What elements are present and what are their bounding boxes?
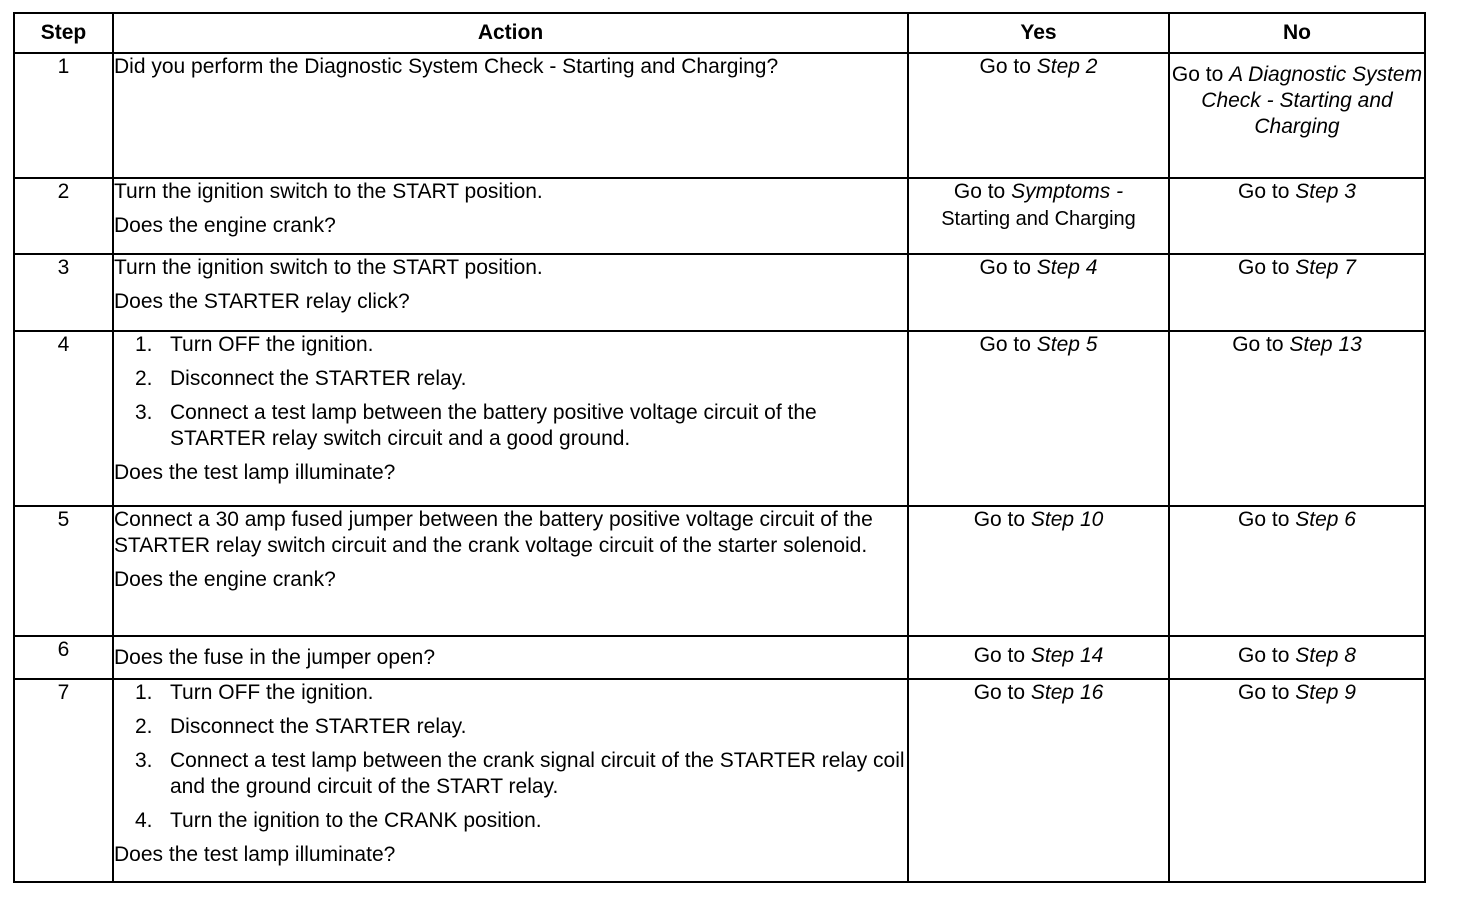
no-prefix: Go to xyxy=(1232,333,1284,356)
substep-text: Connect a test lamp between the crank signal circuit of the STARTER relay coil and the ground circuit of the START relay. xyxy=(170,749,905,798)
no-step-link: Step 8 xyxy=(1295,643,1356,667)
table-row xyxy=(14,506,1425,636)
substep-number: 4. xyxy=(135,809,153,832)
no-cell xyxy=(1169,506,1425,636)
diagnostic-table xyxy=(13,12,1426,883)
header-row xyxy=(14,13,1425,53)
no-step-link: Step 6 xyxy=(1295,508,1356,531)
substep-number: 1. xyxy=(135,681,153,704)
no-cell xyxy=(1169,254,1425,331)
yes-step-link: Step 10 xyxy=(1030,508,1104,531)
no-prefix: Go to xyxy=(1238,180,1290,203)
no-prefix: Go to xyxy=(1238,681,1290,704)
substep-number: 3. xyxy=(135,401,153,424)
step-number: 5 xyxy=(14,506,113,636)
no-step-link: A Diagnostic System Check - Starting and Charging xyxy=(1201,63,1423,138)
action-question: Does the STARTER relay click? xyxy=(114,290,410,313)
list-item xyxy=(135,332,907,358)
substep-text: Disconnect the STARTER relay. xyxy=(170,367,467,390)
yes-step-link: Step 14 xyxy=(1030,643,1104,667)
substep-number: 2. xyxy=(135,715,153,738)
no-step-link: Step 13 xyxy=(1289,333,1362,356)
step-number: 1 xyxy=(14,53,113,178)
action-question: Does the engine crank? xyxy=(114,568,336,591)
no-prefix: Go to xyxy=(1238,643,1290,667)
substep-number: 2. xyxy=(135,367,153,390)
yes-step-link: Step 4 xyxy=(1036,256,1098,279)
header-yes: Yes xyxy=(908,13,1169,53)
table-row xyxy=(14,331,1425,506)
no-prefix: Go to xyxy=(1238,508,1290,531)
yes-cell xyxy=(908,53,1169,178)
yes-step-link: Symptoms - xyxy=(1011,180,1124,203)
yes-prefix: Go to xyxy=(973,643,1026,667)
substep-text: Turn the ignition to the CRANK position. xyxy=(170,809,542,832)
step-number: 7 xyxy=(14,679,113,882)
step-number: 2 xyxy=(14,178,113,254)
action-question: Does the engine crank? xyxy=(114,214,336,237)
action-text: Turn the ignition switch to the START position. xyxy=(114,180,543,203)
table-row xyxy=(14,178,1425,254)
action-text: Turn the ignition switch to the START position. xyxy=(114,256,543,279)
action-cell xyxy=(113,331,908,506)
action-cell xyxy=(113,636,908,679)
substep-text: Connect a test lamp between the battery positive voltage circuit of the STARTER relay switch circuit and a good ground. xyxy=(170,401,817,450)
action-question: Does the fuse in the jumper open? xyxy=(114,645,436,669)
step-number: 3 xyxy=(14,254,113,331)
no-cell xyxy=(1169,178,1425,254)
yes-prefix: Go to xyxy=(973,681,1026,704)
action-cell xyxy=(113,178,908,254)
yes-step-link: Step 2 xyxy=(1036,55,1098,78)
yes-prefix: Go to xyxy=(953,180,1006,203)
no-cell xyxy=(1169,331,1425,506)
action-question: Does the test lamp illuminate? xyxy=(114,843,396,866)
yes-prefix: Go to xyxy=(979,55,1031,78)
action-cell xyxy=(113,53,908,178)
table-row xyxy=(14,636,1425,679)
action-cell xyxy=(113,254,908,331)
action-cell xyxy=(113,506,908,636)
action-text: Connect a 30 amp fused jumper between the battery positive voltage circuit of the STARTER relay switch circuit and the crank voltage circuit of the starter solenoid. xyxy=(114,508,873,557)
list-item xyxy=(135,748,907,800)
substep-text: Turn OFF the ignition. xyxy=(170,333,374,356)
list-item xyxy=(135,808,907,834)
no-cell xyxy=(1169,636,1425,679)
list-item xyxy=(135,366,907,392)
table-row xyxy=(14,254,1425,331)
no-prefix: Go to xyxy=(1238,256,1290,279)
no-step-link: Step 7 xyxy=(1295,256,1356,279)
substep-list xyxy=(114,332,907,452)
table-row xyxy=(14,679,1425,882)
action-text: Did you perform the Diagnostic System Check - Starting and Charging? xyxy=(114,55,779,78)
substep-text: Disconnect the STARTER relay. xyxy=(170,715,467,738)
no-cell xyxy=(1169,53,1425,178)
header-step: Step xyxy=(14,13,113,53)
yes-cell xyxy=(908,506,1169,636)
list-item xyxy=(135,680,907,706)
no-step-link: Step 3 xyxy=(1295,180,1356,203)
yes-suffix: Starting and Charging xyxy=(941,208,1136,230)
substep-number: 1. xyxy=(135,333,153,356)
substep-list xyxy=(114,680,907,834)
yes-cell xyxy=(908,254,1169,331)
yes-step-link: Step 5 xyxy=(1036,333,1098,356)
yes-prefix: Go to xyxy=(979,333,1031,356)
yes-prefix: Go to xyxy=(973,508,1026,531)
substep-text: Turn OFF the ignition. xyxy=(170,681,374,704)
yes-cell xyxy=(908,636,1169,679)
yes-step-link: Step 16 xyxy=(1030,681,1104,704)
action-question: Does the test lamp illuminate? xyxy=(114,461,396,484)
no-cell xyxy=(1169,679,1425,882)
header-no: No xyxy=(1169,13,1425,53)
yes-cell xyxy=(908,331,1169,506)
yes-cell xyxy=(908,178,1169,254)
list-item xyxy=(135,714,907,740)
yes-prefix: Go to xyxy=(979,256,1031,279)
list-item xyxy=(135,400,907,452)
header-action: Action xyxy=(113,13,908,53)
yes-cell xyxy=(908,679,1169,882)
substep-number: 3. xyxy=(135,749,153,772)
action-cell xyxy=(113,679,908,882)
step-number: 4 xyxy=(14,331,113,506)
no-prefix: Go to xyxy=(1171,63,1224,86)
table-row xyxy=(14,53,1425,178)
no-step-link: Step 9 xyxy=(1295,681,1356,704)
step-number: 6 xyxy=(14,636,113,679)
